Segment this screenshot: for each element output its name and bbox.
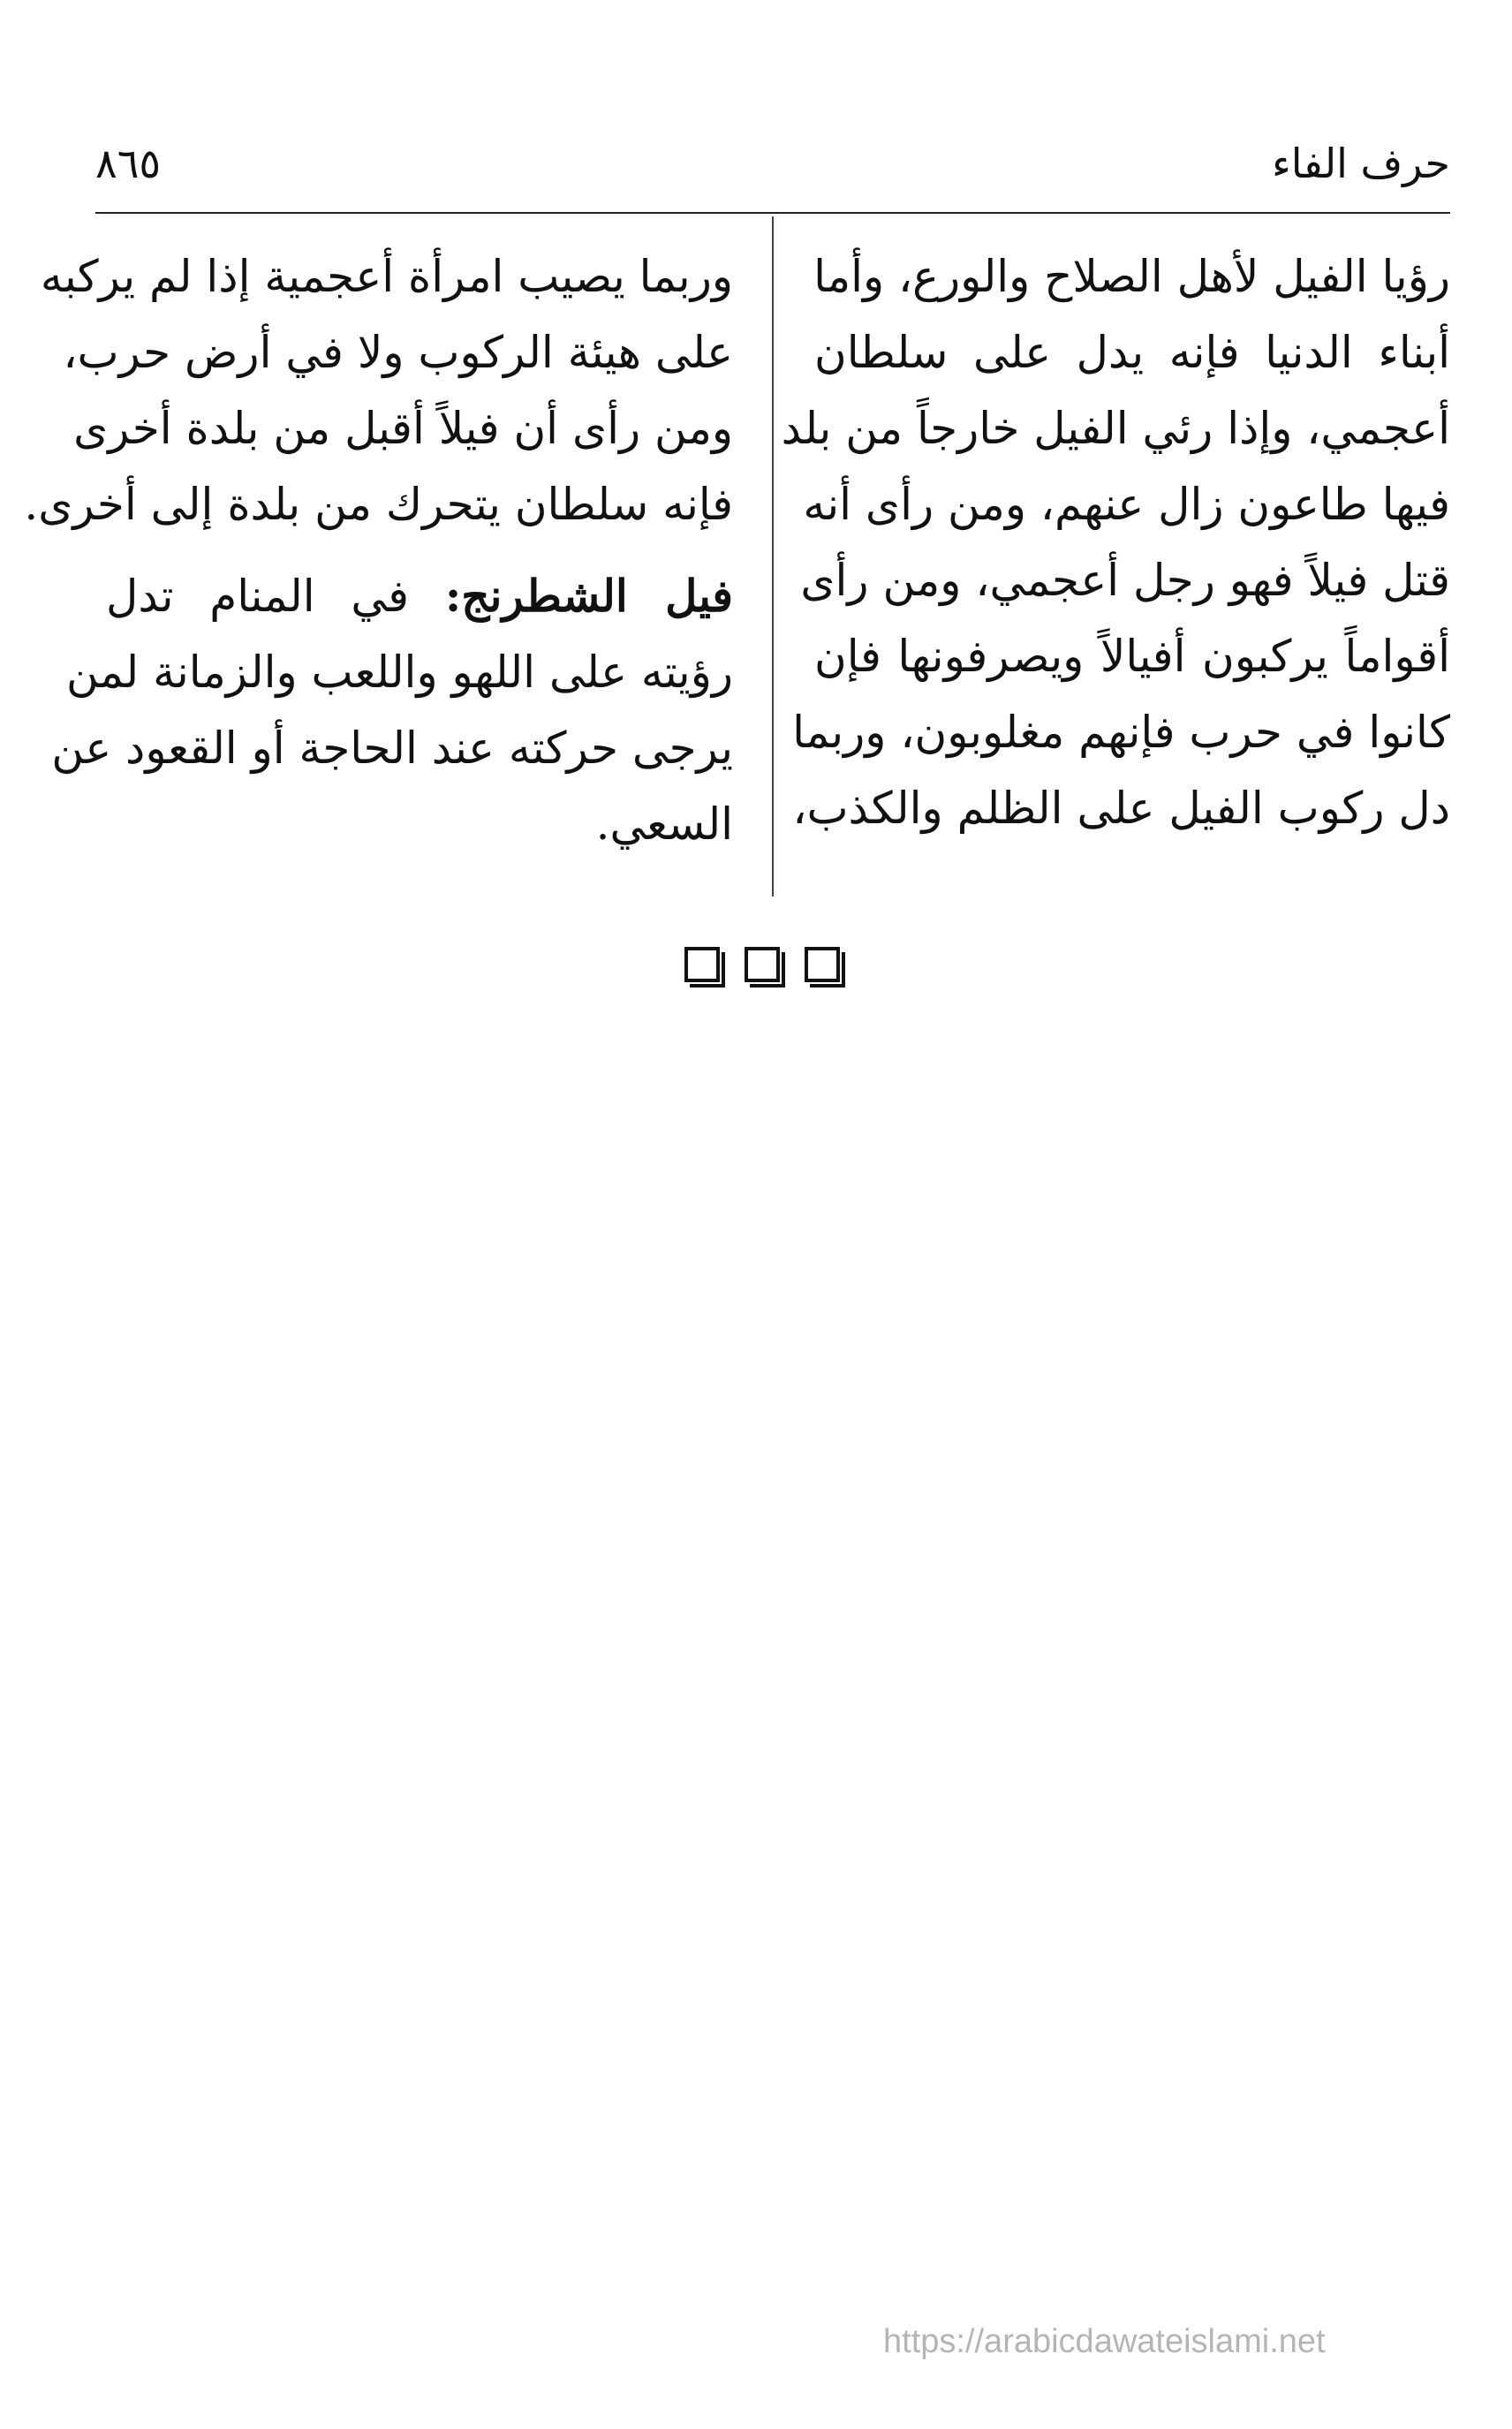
column-divider [772, 216, 774, 897]
entry-term: فيل الشطرنج: [444, 570, 733, 622]
left-column [24, 238, 733, 862]
watermark-url: https://arabicdawateislami.net [883, 2323, 1326, 2360]
section-separator [684, 947, 840, 982]
paragraph [24, 238, 733, 542]
text-line [106, 558, 733, 634]
square-ornament-icon [805, 947, 840, 982]
text-line: كانوا في حرب فإنهم مغلوبون، وربما [792, 707, 1450, 758]
text-line: يرجى حركته عند الحاجة أو القعود عن [51, 723, 733, 774]
text-line: رؤيته على اللهو واللعب والزمانة لمن [65, 647, 733, 698]
text-line: دل ركوب الفيل على الظلم والكذب، [792, 783, 1450, 834]
page-header [95, 132, 1450, 214]
page-number: ٨٦٥ [95, 140, 162, 187]
text-line: وربما يصيب امرأة أعجمية إذا لم يركبه [40, 251, 733, 302]
square-ornament-icon [745, 947, 780, 982]
text-line: فيها طاعون زال عنهم، ومن رأى أنه [803, 479, 1450, 530]
text-line: فإنه سلطان يتحرك من بلدة إلى أخرى. [24, 479, 733, 530]
text-line: رؤيا الفيل لأهل الصلاح والورع، وأما [813, 251, 1450, 302]
text-line: ومن رأى أن فيلاً أقبل من بلدة أخرى [73, 403, 733, 454]
text-line: أعجمي، وإذا رئي الفيل خارجاً من بلد [781, 403, 1450, 454]
running-title: حرف الفاء [1272, 140, 1450, 187]
text-line: قتل فيلاً فهو رجل أعجمي، ومن رأى [800, 555, 1450, 606]
paragraph [51, 558, 733, 862]
entry-text: في المنام تدل [106, 571, 445, 622]
text-line: أبناء الدنيا فإنه يدل على سلطان [814, 327, 1450, 378]
paragraph-gap [106, 542, 733, 558]
square-ornament-icon [684, 947, 720, 982]
text-line: على هيئة الركوب ولا في أرض حرب، [63, 327, 733, 378]
text-line: أقواماً يركبون أفيالاً ويصرفونها فإن [814, 631, 1450, 682]
text-line: السعي. [595, 798, 733, 850]
right-column [781, 238, 1450, 846]
